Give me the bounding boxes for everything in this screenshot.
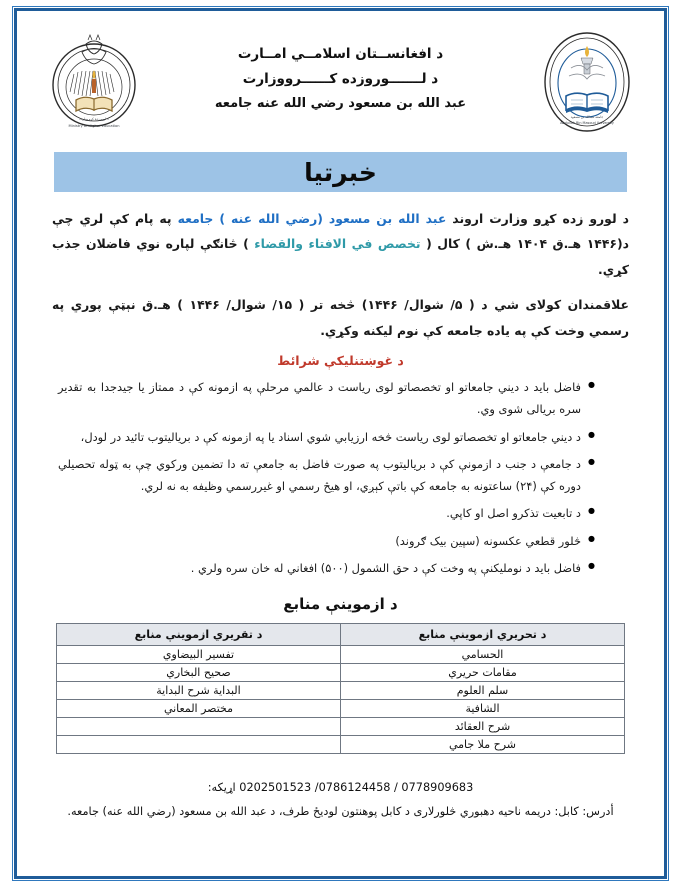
org-line-university-name: عبد الله بن مسعود رضي الله عنه جامعه [214, 95, 467, 111]
intro-p1-part3: ) څانګې لپاره نوي فاضلان جذب کړي. [52, 236, 629, 277]
cell-oral [57, 735, 341, 753]
list-item: ● فاضل باید د دیني جامعاتو او تخصصاتو لوی ریاست د عالمي مرحلې په ازمونه کې د ممتاز یا جیدجدا به تقدیر سره بریالی شوی وي. [58, 376, 595, 420]
page-title: خبرتیا [304, 157, 377, 187]
table-row [57, 645, 625, 663]
sources-section-title: د ازموینې منابع [283, 594, 398, 613]
svg-text:جامعه عبدالله بن مسعود: جامعه عبدالله بن مسعود [570, 115, 604, 119]
abdullah-bin-masoud-university-seal [541, 30, 633, 134]
cell-oral: البداية شرح البداية [57, 681, 341, 699]
list-item: ● د جامعې د جنب د ازمونې کې د بریالیتوب په صورت فاضل به جامعې ته دا تضمین ورکوي چې به ټوله تحصیلي دوره کې (۲۴) ساعتونه به جامعه کې باتې کېږي، او هیڅ رسمي او غیررسمي وظیفه به نه لري. [58, 453, 595, 497]
table-row [57, 681, 625, 699]
org-line-ministry-country: د افغانســتان اسلامــي امــارت [237, 46, 444, 62]
address-line: أدرس: کابل: دریمه ناحیه دهبوري څلورلاری د کابل پوهنتون لودیځ طرف، د عبد الله بن مسعود (رضي الله عنه) جامعه. [67, 804, 614, 818]
svg-text:Abdullah Bin Masoud University: Abdullah Bin Masoud University [560, 121, 614, 125]
table-row [57, 663, 625, 681]
letterhead [34, 22, 647, 142]
cell-written: مقامات حريري [341, 663, 625, 681]
table-row [57, 735, 625, 753]
cell-oral [57, 717, 341, 735]
specialization-highlight: تخصص في الافتاء والقضاء [254, 236, 421, 252]
university-name-highlight: عبد الله بن مسعود (رضي الله عنه ) جامعه [177, 211, 447, 226]
cell-written: شرح العقائد [341, 717, 625, 735]
intro-p1-part1: د لورو زده کړو وزارت اروند [452, 211, 629, 226]
table-row [57, 717, 625, 735]
footer-contact [54, 776, 627, 823]
phone-line [54, 776, 627, 800]
svg-text:د لوړو زده کړو وزارت: د لوړو زده کړو وزارت [79, 117, 109, 121]
cell-oral: تفسير البيضاوي [57, 645, 341, 663]
cell-written: الشافية [341, 699, 625, 717]
column-header-oral: د تقریري ازموینې منابع [57, 623, 341, 645]
phone-label: اړیکه: [207, 780, 236, 794]
list-item: ● څلور قطعي عکسونه (سپین بیک ګروند) [58, 530, 595, 552]
document-content [34, 22, 647, 863]
table-row [57, 699, 625, 717]
intro-p1-part2: په پام کې لري چې د(۱۴۴۶ هـ.ق ۱۴۰۴ هـ.ش ) کال ( [52, 211, 629, 252]
exam-sources-table [56, 623, 625, 754]
column-header-written: د تحریري ازموینې منابع [341, 623, 625, 645]
list-item: ● فاضل باید د نوملیکنې په وخت کې د حق الشمول (۵۰۰) افغاني له خان سره ولري . [58, 557, 595, 579]
cell-written: الحسامي [341, 645, 625, 663]
intro-paragraph-1 [52, 206, 629, 282]
cell-oral: مختصر المعاني [57, 699, 341, 717]
ministry-of-higher-education-seal [48, 30, 140, 134]
intro-paragraphs [52, 206, 629, 343]
cell-oral: صحيح البخاري [57, 663, 341, 681]
conditions-heading: د غوښتنلیکې شرائط [277, 353, 404, 369]
intro-paragraph-2: علاقمندان کولای شي د ( ۵/ شوال/ ۱۴۴۶) څخه تر ( ۱۵/ شوال/ ۱۴۴۶ ) هـ.ق نېټې پوري په رسمي وخت کې په یاده جامعه کې نوم لیکنه وکړي. [52, 297, 629, 338]
announcement-banner [54, 152, 627, 192]
cell-written: سلم العلوم [341, 681, 625, 699]
list-item: ● د تابعیت تذکرو اصل او کاپي. [58, 502, 595, 524]
org-line-ministry-name: د لـــــــوروزده کــــــرووزارت [242, 70, 439, 87]
svg-text:Ministry of Higher Education: Ministry of Higher Education [68, 124, 120, 128]
table-header-row [57, 623, 625, 645]
cell-written: شرح ملا جامي [341, 735, 625, 753]
conditions-list [58, 376, 613, 579]
phone-numbers: 0202501523 /0786124458 / 0778909683 [239, 780, 474, 794]
list-item: ● د دیني جامعاتو او تخصصاتو لوی ریاست څخه ارزیابي شوي اسناد یا په ازمونه کې د بریالیتوب تائید در لودل، [58, 426, 595, 448]
organization-titles [140, 30, 541, 116]
